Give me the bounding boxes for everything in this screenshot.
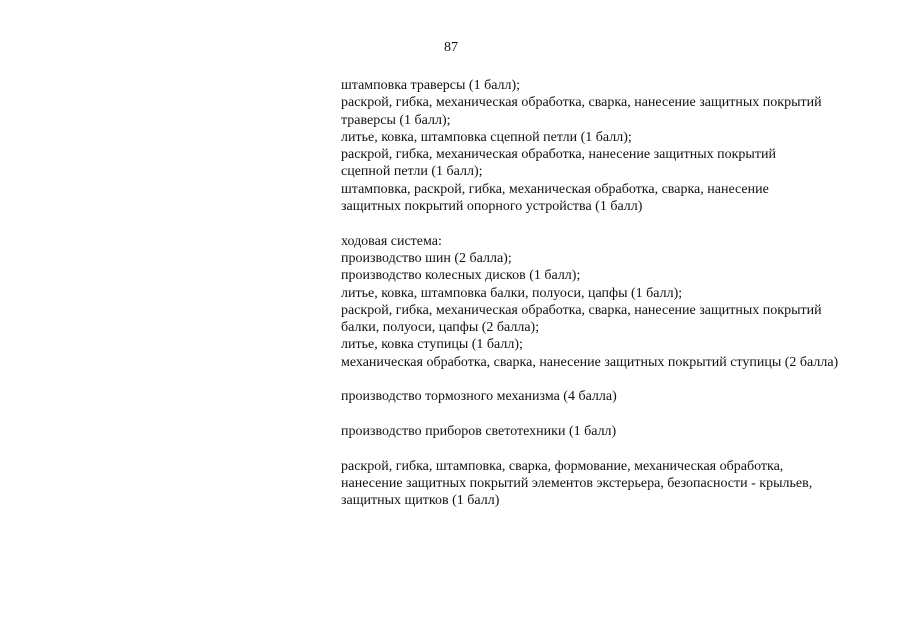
section-heading: ходовая система: bbox=[341, 233, 442, 249]
paragraph-gap bbox=[341, 215, 891, 232]
text-line: литье, ковка, штамповка сцепной петли (1 балл); bbox=[341, 129, 632, 145]
paragraph-traverse-and-hitch bbox=[341, 77, 891, 215]
text-line: производство колесных дисков (1 балл); bbox=[341, 268, 581, 284]
text-line: балки, полуоси, цапфы (2 балла); bbox=[341, 320, 540, 336]
text-line: раскрой, гибка, механическая обработка, сварка, нанесение защитных покрытий bbox=[341, 95, 822, 111]
text-line: производство шин (2 балла); bbox=[341, 250, 512, 266]
text-line: производство приборов светотехники (1 балл) bbox=[341, 423, 617, 439]
paragraph-gap bbox=[341, 406, 891, 423]
text-line: раскрой, гибка, штамповка, сварка, формование, механическая обработка, bbox=[341, 458, 784, 474]
text-line: нанесение защитных покрытий элементов экстерьера, безопасности - крыльев, bbox=[341, 475, 813, 491]
text-line: литье, ковка, штамповка балки, полуоси, цапфы (1 балл); bbox=[341, 285, 683, 301]
text-line: защитных покрытий опорного устройства (1 балл) bbox=[341, 199, 643, 215]
document-body bbox=[341, 77, 891, 509]
text-line: защитных щитков (1 балл) bbox=[341, 493, 500, 509]
paragraph-gap bbox=[341, 371, 891, 388]
paragraph-gap bbox=[341, 440, 891, 457]
text-line: сцепной петли (1 балл); bbox=[341, 164, 483, 180]
text-line: раскрой, гибка, механическая обработка, сварка, нанесение защитных покрытий bbox=[341, 302, 822, 318]
paragraph-exterior-elements bbox=[341, 458, 891, 510]
text-line: механическая обработка, сварка, нанесение защитных покрытий ступицы (2 балла) bbox=[341, 354, 839, 370]
paragraph-running-gear bbox=[341, 233, 891, 371]
paragraph-brake-mechanism bbox=[341, 388, 891, 405]
page-number: 87 bbox=[444, 40, 458, 55]
text-line: производство тормозного механизма (4 балла) bbox=[341, 389, 617, 405]
text-line: траверсы (1 балл); bbox=[341, 112, 451, 128]
text-line: штамповка, раскрой, гибка, механическая обработка, сварка, нанесение bbox=[341, 181, 769, 197]
text-line: раскрой, гибка, механическая обработка, нанесение защитных покрытий bbox=[341, 147, 776, 163]
text-line: штамповка траверсы (1 балл); bbox=[341, 78, 521, 93]
text-line: литье, ковка ступицы (1 балл); bbox=[341, 337, 523, 353]
paragraph-lighting-devices bbox=[341, 423, 891, 440]
